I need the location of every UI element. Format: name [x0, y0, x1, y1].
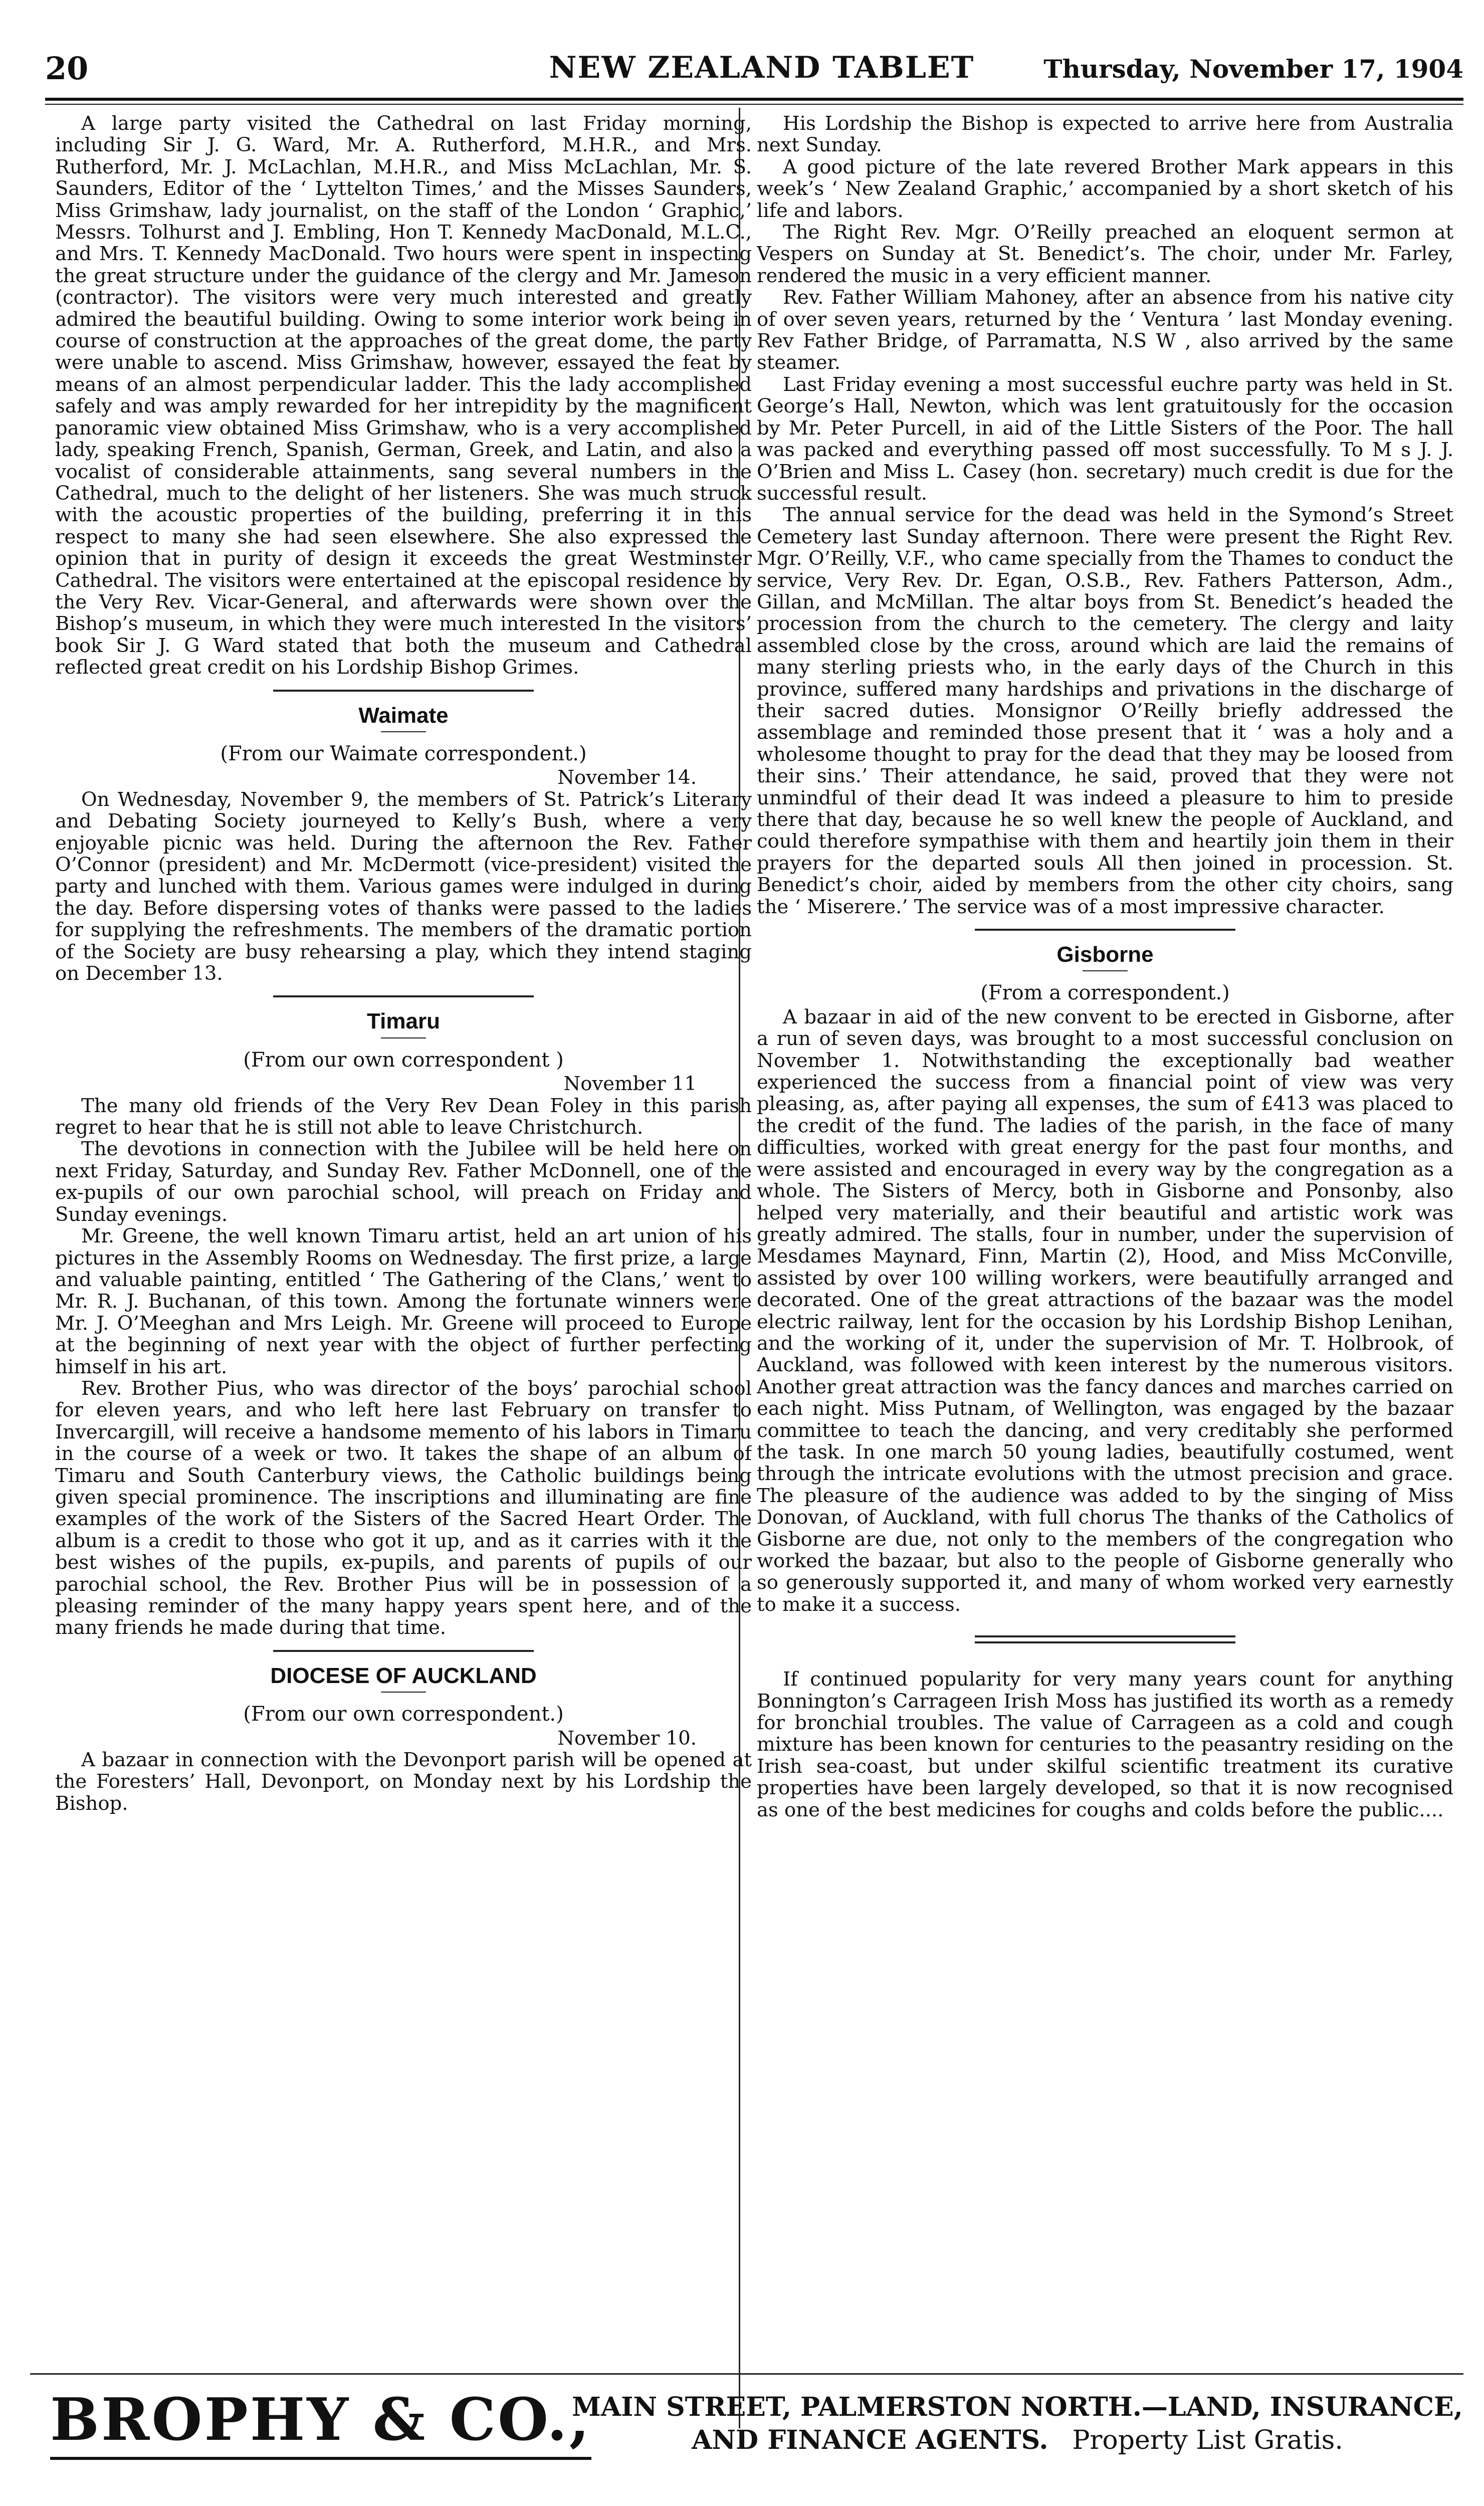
- advert-rule: [30, 2373, 1463, 2375]
- section-separator: [273, 1650, 534, 1652]
- timaru-paragraph: The devotions in connection with the Jubilee will be held here on next Friday, Saturday, and Sunday Rev. Father McDonnell, one of the ex-pupils of our own parochial school, will preach on Friday and Sunday evenings.: [55, 1138, 752, 1226]
- advert-line-1: MAIN STREET, PALMERSTON NORTH.—LAND, INSURANCE,: [572, 2392, 1463, 2422]
- timaru-paragraph: The many old friends of the Very Rev Dean Foley in this parish regret to hear that he is still not able to leave Christchurch.: [55, 1094, 752, 1139]
- advert-property-list: Property List Gratis.: [1072, 2425, 1343, 2455]
- brophy-advertisement: [50, 2386, 1463, 2506]
- gisborne-source: (From a correspondent.): [980, 981, 1230, 1005]
- auckland-paragraph: The Right Rev. Mgr. O’Reilly preached an eloquent sermon at Vespers on Sunday at St. Benedict’s. The choir, under Mr. Farley, rendered the music in a very efficient manner.: [757, 221, 1453, 287]
- auckland-paragraph: A good picture of the late revered Brother Mark appears in this week’s ‘ New Zealand Graphic,’ accompanied by a short sketch of his life and labors.: [757, 155, 1453, 222]
- issue-date: Thursday, November 17, 1904: [1043, 54, 1463, 84]
- heading-rule: [381, 1692, 426, 1693]
- advert-line-2: [571, 2424, 1463, 2457]
- auckland-paragraph: Rev. Father William Mahoney, after an absence from his native city of over seven years, returned by the ‘ Ventura ’ last Monday evening. Rev Father Bridge, of Parramatta, N.S W , also arrived by the same steamer.: [757, 286, 1453, 374]
- waimate-article: On Wednesday, November 9, the members of St. Patrick’s Literary and Debating Society journeyed to Kelly’s Bush, where a very enjoyable picnic was held. During the afternoon the Rev. Father O’Connor (president) and Mr. McDermott (vice-president) visited the party and lunched with them. Various games were indulged in during the day. Before dispersing votes of thanks were passed to the ladies for supplying the refreshments. The members of the dramatic portion of the Society are busy rehearsing a play, which they intend staging on December 13.: [55, 788, 752, 985]
- page-number: 20: [45, 50, 89, 87]
- auckland-paragraph: Last Friday evening a most successful euchre party was held in St. George’s Hall, Newton, which was lent gratuitously for the occasion by Mr. Peter Purcell, in aid of the Little Sisters of the Poor. The hall was packed and everything passed off most successfully. To M s J. J. O’Brien and Miss L. Casey (hon. secretary) much credit is due for the successful result.: [757, 373, 1453, 505]
- timaru-date: November 11: [563, 1073, 697, 1096]
- auckland-heading: DIOCESE OF AUCKLAND: [270, 1663, 537, 1688]
- auckland-paragraph: His Lordship the Bishop is expected to arrive here from Australia next Sunday.: [757, 113, 1453, 157]
- auckland-bazaar-paragraph: A bazaar in connection with the Devonport parish will be opened at the Foresters’ Hall, Devonport, on Monday next by his Lordship the Bishop.: [55, 1749, 752, 1815]
- heading-rule: [1083, 970, 1128, 971]
- section-separator: [273, 690, 534, 692]
- auckland-source: (From our own correspondent.): [243, 1703, 564, 1726]
- heading-rule: [381, 731, 426, 732]
- advert-text: [571, 2391, 1463, 2457]
- auckland-paragraph: The annual service for the dead was held in the Symond’s Street Cemetery last Sunday afternoon. There were present the Right Rev. Mgr. O’Reilly, V.F., who came specially from the Thames to conduct the service, Very Rev. Dr. Egan, O.S.B., Rev. Fathers Patterson, Adm., Gillan, and McMillan. The altar boys from St. Benedict’s headed the procession from the church to the cemetery. The clergy and laity assembled close by the cross, around which are laid the remains of many sterling priests who, in the early days of the Church in this province, suffered many hardships and privations in the discharge of their sacred duties. Monsignor O’Reilly briefly addressed the assemblage and reminded those present that it ‘ was a holy and a wholesome thought to pray for the dead that they may be loosed from their sins.’ Their attendance, he said, proved that they were not unmindful of their dead It was indeed a pleasure to him to preside there that day, because he so well knew the people of Auckland, and could therefore sympathise with them and heartily join them in their prayers for the departed souls All then joined in procession. St. Benedict’s choir, aided by members from the other city choirs, sang the ‘ Miserere.’ The service was of a most impressive character.: [757, 504, 1453, 918]
- advert-agents: AND FINANCE AGENTS.: [692, 2425, 1048, 2455]
- left-column: [55, 113, 752, 2338]
- waimate-source: (From our Waimate correspondent.): [220, 742, 587, 765]
- timaru-paragraph: Mr. Greene, the well known Timaru artist, held an art union of his pictures in the Assembly Rooms on Wednesday. The first prize, a large and valuable painting, entitled ‘ The Gathering of the Clans,’ went to Mr. R. J. Buchanan, of this town. Among the fortunate winners were Mr. J. O’Meeghan and Mrs Leigh. Mr. Greene will proceed to Europe at the beginning of next year with the object of further perfecting himself in his art.: [55, 1225, 752, 1378]
- section-separator: [273, 995, 534, 997]
- section-separator: [975, 929, 1235, 931]
- right-column: [757, 113, 1453, 2338]
- gisborne-article: A bazaar in aid of the new convent to be erected in Gisborne, after a run of seven days, was brought to a most successful conclusion on November 1. Notwithstanding the exceptionally bad weather experienced the success from a financial point of view was very pleasing, as, after paying all expenses, the sum of £413 was placed to the credit of the fund. The ladies of the parish, in the face of many difficulties, worked with great energy for the past four months, and were assisted and encouraged in every way by the congregation as a whole. The Sisters of Mercy, both in Gisborne and Ponsonby, also helped very materially, and their beautiful and artistic work was greatly admired. The stalls, four in number, under the supervision of Mesdames Maynard, Finn, Martin (2), Hood, and Miss McConville, assisted by over 100 willing workers, were beautifully arranged and decorated. One of the great attractions of the bazaar was the model electric railway, lent for the occasion by his Lordship Bishop Lenihan, and the working of it, under the supervision of Mr. T. Holbrook, of Auckland, was followed with keen interest by the numerous visitors. Another great attraction was the fancy dances and marches carried on each night. Miss Putnam, of Wellington, was engaged by the bazaar committee to teach the dancing, and very creditably she performed the task. In one march 50 young ladies, beautifully costumed, went through the intricate evolutions with the utmost precision and grace. The pleasure of the audience was added to by the singing of Miss Donovan, of Auckland, with full chorus The thanks of the Catholics of Gisborne are due, not only to the members of the congregation who worked the bazaar, but also to the people of Gisborne generally who so generously supported it, and many of whom worked very earnestly to make it a success.: [757, 1005, 1453, 1616]
- advert-company-name: BROPHY & CO.,: [50, 2386, 591, 2460]
- timaru-heading: Timaru: [367, 1009, 440, 1034]
- waimate-date: November 14.: [557, 766, 697, 789]
- waimate-heading: Waimate: [358, 703, 449, 728]
- double-separator: [975, 1635, 1235, 1643]
- newspaper-title: NEW ZEALAND TABLET: [549, 50, 975, 85]
- timaru-paragraph: Rev. Brother Pius, who was director of the boys’ parochial school for eleven years, and who left here last February on transfer to Invercargill, will receive a handsome memento of his labors in Timaru in the course of a week or two. It takes the shape of an album of Timaru and South Canterbury views, the Catholic buildings being given special prominence. The inscriptions and illuminating are fine examples of the work of the Sisters of the Sacred Heart Order. The album is a credit to those who got it up, and as it carries with it the best wishes of the pupils, ex-pupils, and parents of pupils of our parochial school, the Rev. Brother Pius will be in possession of a pleasing reminder of the many happy years spent here, and of the many friends he made during that time.: [55, 1377, 752, 1639]
- heading-rule: [381, 1037, 426, 1038]
- gisborne-heading: Gisborne: [1056, 942, 1154, 967]
- masthead: [45, 50, 1463, 100]
- timaru-source: (From our own correspondent ): [243, 1048, 564, 1072]
- auckland-date: November 10.: [557, 1727, 697, 1750]
- carrageen-advert-paragraph: If continued popularity for very many years count for anything Bonnington’s Carrageen Irish Moss has justified its worth as a remedy for bronchial troubles. The value of Carrageen as a cold and cough mixture has been known for centuries to the peasantry residing on the Irish sea-coast, but under skilful scientific treatment its curative properties have been largely developed, so that it is now recognised as one of the best medicines for coughs and colds before the public....: [757, 1668, 1453, 1821]
- header-rule: [45, 98, 1463, 105]
- cathedral-visit-article: A large party visited the Cathedral on last Friday morning, including Sir J. G. Ward, Mr. A. Rutherford, M.H.R., and Mrs. Rutherford, Mr. J. McLachlan, M.H.R., and Miss McLachlan, Mr. S. Saunders, Editor of the ‘ Lyttelton Times,’ and the Misses Saunders, Miss Grimshaw, lady journalist, on the staff of the London ‘ Graphic,’ Messrs. Tolhurst and J. Embling, Hon T. Kennedy MacDonald, M.L.C., and Mrs. T. Kennedy MacDonald. Two hours were spent in inspecting the great structure under the guidance of the clergy and Mr. Jameson (contractor). The visitors were very much interested and greatly admired the beautiful building. Owing to some interior work being in course of construction at the approaches of the great dome, the party were unable to ascend. Miss Grimshaw, however, essayed the feat by means of an almost perpendicular ladder. This the lady accomplished safely and was amply rewarded for her intrepidity by the magnificent panoramic view obtained Miss Grimshaw, who is a very accomplished lady, speaking French, Spanish, German, Greek, and Latin, and also a vocalist of considerable attainments, sang several numbers in the Cathedral, much to the delight of her listeners. She was much struck with the acoustic properties of the building, preferring it in this respect to many she had seen elsewhere. She also expressed the opinion that in purity of design it exceeds the great Westminster Cathedral. The visitors were entertained at the episcopal residence by the Very Rev. Vicar-General, and afterwards were shown over the Bishop’s museum, in which they were much interested In the visitors’ book Sir J. G Ward stated that both the museum and Cathedral reflected great credit on his Lordship Bishop Grimes.: [55, 113, 752, 679]
